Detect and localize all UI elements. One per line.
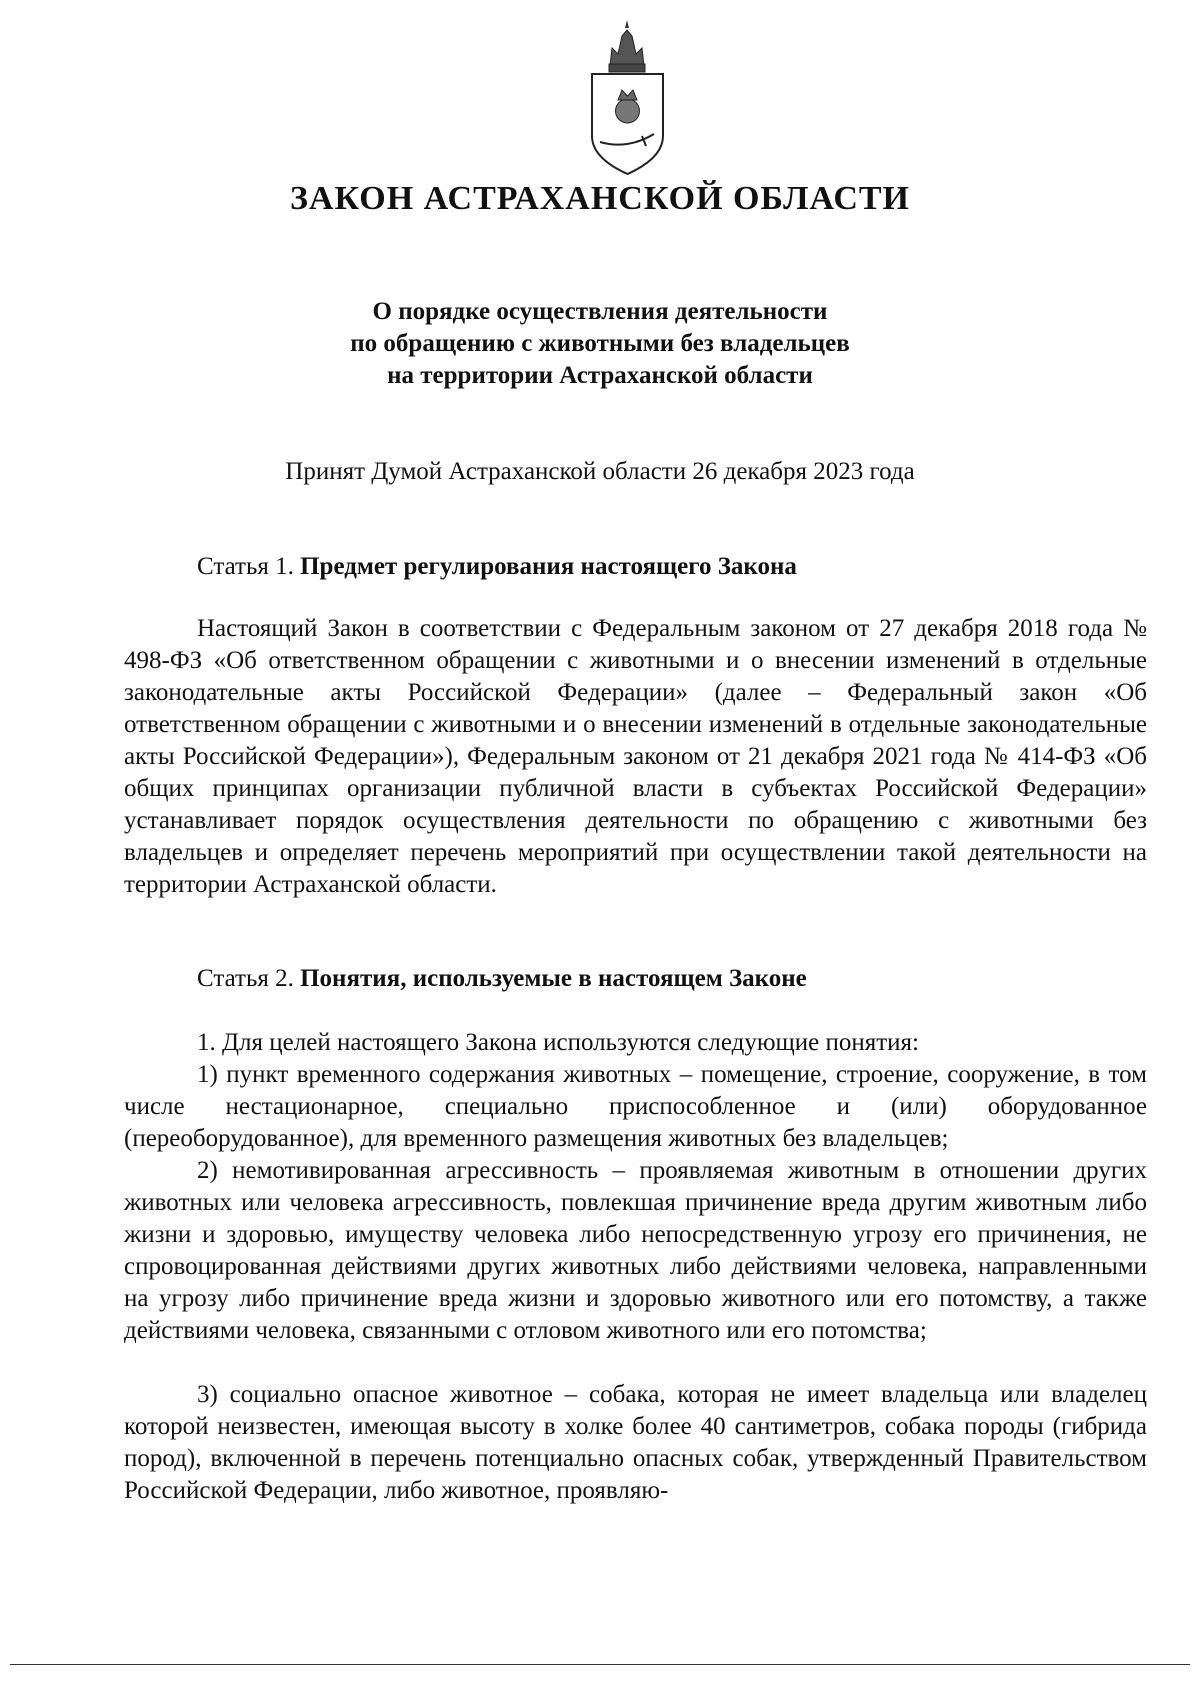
subtitle-line-2: по обращению с животными без владельцев [350, 330, 850, 357]
article-1-heading [197, 553, 797, 581]
law-subtitle [0, 296, 1200, 392]
coat-of-arms-emblem [580, 18, 675, 178]
article-2-label: Статья 2. [197, 965, 294, 992]
article-1-label: Статья 1. [197, 553, 294, 580]
article-2-paragraph-1: 1. Для целей настоящего Закона используются следующие понятия: [197, 1029, 919, 1056]
article-2-item-3: 3) социально опасное животное – собака, которая не имеет владельца или владелец которой неизвестен, имеющая высоту в холке более 40 сантиметров, собака породы (гибрида пород), включенной в перечень потенциально опасных собак, утвержденный Правительством Российской Федерации, либо животное, проявляю- [124, 1381, 1147, 1504]
subtitle-line-1: О порядке осуществления деятельности [372, 298, 828, 325]
article-2-item-2: 2) немотивированная агрессивность – проявляемая животным в отношении других животных или человека агрессивность, повлекшая причинение вреда другим животным либо жизни и здоровью, имуществу человека либо непосредственную угрозу его причинения, не спровоцированная действиями других животных либо действиями человека, направленными на угрозу либо причинение вреда жизни и здоровью животного или его потомству, а также действиями человека, связанными с отловом животного или его потомства; [124, 1157, 1147, 1344]
article-2-heading [197, 965, 807, 993]
subtitle-line-3: на территории Астраханской области [387, 362, 813, 389]
article-2-item-1: 1) пункт временного содержания животных – помещение, строение, сооружение, в том числе нестационарное, специально приспособленное и (или) оборудованное (переоборудованное), для временного размещения животных без владельцев; [124, 1061, 1147, 1152]
article-1-title: Предмет регулирования настоящего Закона [300, 553, 797, 580]
astrakhan-coat-of-arms-icon [580, 18, 675, 178]
adoption-note: Принят Думой Астраханской области 26 декабря 2023 года [285, 458, 915, 485]
article-1-text: Настоящий Закон в соответствии с Федеральным законом от 27 декабря 2018 года № 498-ФЗ «Об ответственном обращении с животными и о внесении изменений в отдельные законодательные акты Российской Федерации» (далее – Федеральный закон «Об ответственном обращении с животными и о внесении изменений в отдельные законодательные акты Российской Федерации»), Федеральным законом от 21 декабря 2021 года № 414-ФЗ «Об общих принципах организации публичной власти в субъектах Российской Федерации» устанавливает порядок осуществления деятельности по обращению с животными без владельцев и определяет перечень мероприятий при осуществлении такой деятельности на территории Астраханской области. [124, 615, 1147, 898]
page-bottom-rule [10, 1664, 1190, 1665]
law-title: ЗАКОН АСТРАХАНСКОЙ ОБЛАСТИ [289, 180, 911, 217]
article-2-title: Понятия, используемые в настоящем Законе [300, 965, 807, 992]
